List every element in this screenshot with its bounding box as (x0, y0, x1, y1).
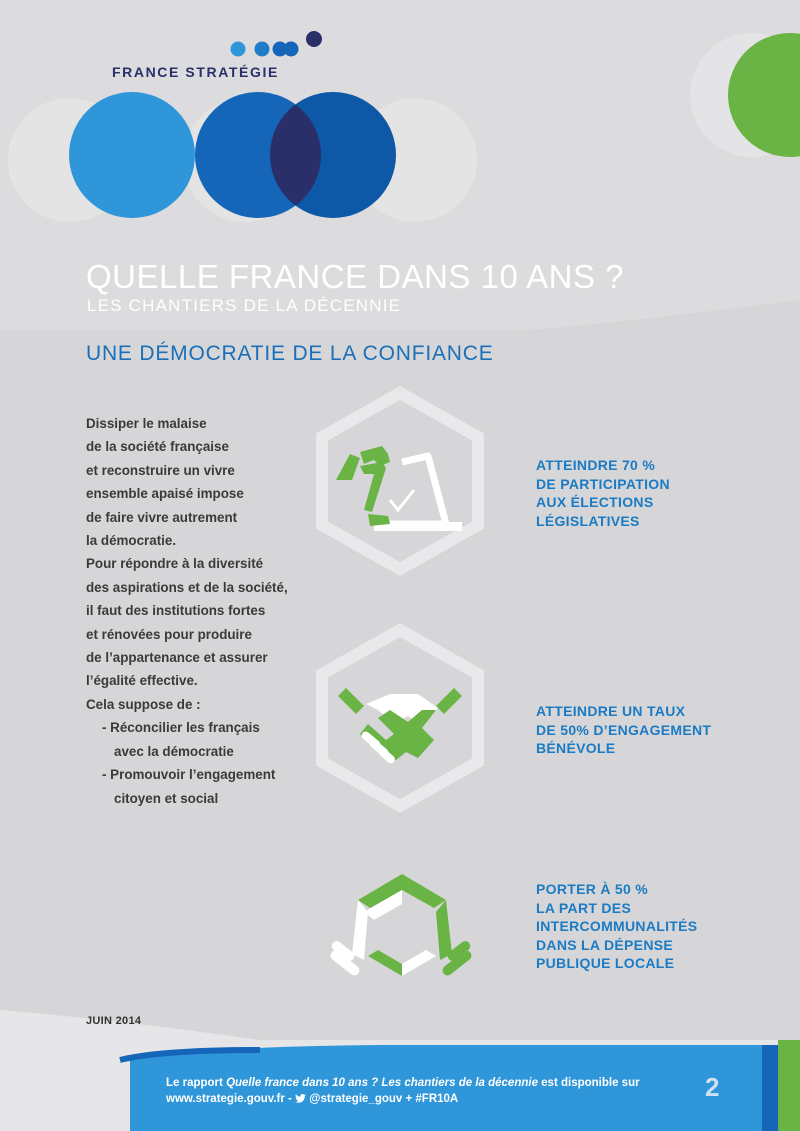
bullet-item-continued: avec la démocratie (114, 743, 234, 759)
twitter-handle[interactable]: @strategie_gouv + #FR10A (306, 1093, 459, 1105)
goal-line: PUBLIQUE LOCALE (536, 955, 675, 971)
body-line: Dissiper le malaise (86, 416, 207, 431)
body-line: et rénovées pour produire (86, 626, 252, 642)
bullet-item: - Réconcilier les français (102, 720, 260, 736)
goal-line: ATTEINDRE UN TAUX (536, 703, 686, 719)
website-link[interactable]: www.strategie.gouv.fr - (166, 1093, 296, 1105)
footer-text (166, 1075, 640, 1107)
page-number: 2 (705, 1072, 720, 1102)
goal-line: LÉGISLATIVES (536, 512, 640, 529)
ballot-box-icon (330, 440, 470, 540)
footer-line-1 (166, 1075, 640, 1091)
footer-line-2 (166, 1091, 640, 1107)
report-title: Quelle france dans 10 ans ? Les chantiers de la décennie (226, 1077, 538, 1089)
body-line: de la société française (86, 439, 229, 455)
body-line: la démocratie. (86, 533, 177, 549)
twitter-bird-icon (295, 1094, 306, 1103)
goal-line: BÉNÉVOLE (536, 740, 616, 756)
linked-hands-hexagon-icon (328, 872, 476, 990)
body-line: des aspirations et de la société, (86, 579, 288, 595)
body-line: Cela suppose de : (86, 696, 201, 712)
goal-volunteering (536, 702, 711, 758)
body-paragraph (86, 412, 316, 810)
body-line: et reconstruire un vivre (86, 462, 235, 478)
body-line: de l’appartenance et assurer (86, 650, 268, 666)
bullet-item: - Promouvoir l’engagement (102, 767, 276, 783)
page-title: QUELLE FRANCE DANS 10 ANS ? (86, 258, 625, 295)
footer-suffix: est disponible sur (537, 1077, 640, 1089)
goal-intercommunality (536, 880, 697, 973)
goal-line: DE PARTICIPATION (536, 475, 670, 492)
body-line: de faire vivre autrement (86, 509, 238, 525)
goal-line: PORTER À 50 % (536, 881, 649, 897)
brand-logo-text: FRANCE STRATÉGIE (112, 64, 279, 80)
deco-circle-light-blue (69, 92, 195, 218)
body-line: l’égalité effective. (86, 673, 198, 689)
body-line: ensemble apaisé impose (86, 486, 244, 502)
publication-date: JUIN 2014 (86, 1015, 142, 1027)
body-line: Pour répondre à la diversité (86, 556, 264, 572)
bullet-item-continued: citoyen et social (114, 790, 219, 806)
goal-line: DANS LA DÉPENSE (536, 936, 674, 953)
goal-line: INTERCOMMUNALITÉS (536, 918, 698, 934)
section-heading: UNE DÉMOCRATIE DE LA CONFIANCE (86, 342, 494, 365)
page-subtitle: LES CHANTIERS DE LA DÉCENNIE (87, 296, 402, 315)
handshake-icon (338, 680, 462, 772)
footer-prefix: Le rapport (166, 1077, 227, 1089)
goal-line: ATTEINDRE 70 % (536, 457, 656, 473)
goal-participation (536, 456, 670, 530)
goal-line: DE 50% D’ENGAGEMENT (536, 721, 712, 738)
body-line: il faut des institutions fortes (86, 603, 266, 619)
goal-line: LA PART DES (536, 899, 632, 916)
goal-line: AUX ÉLECTIONS (536, 494, 654, 510)
